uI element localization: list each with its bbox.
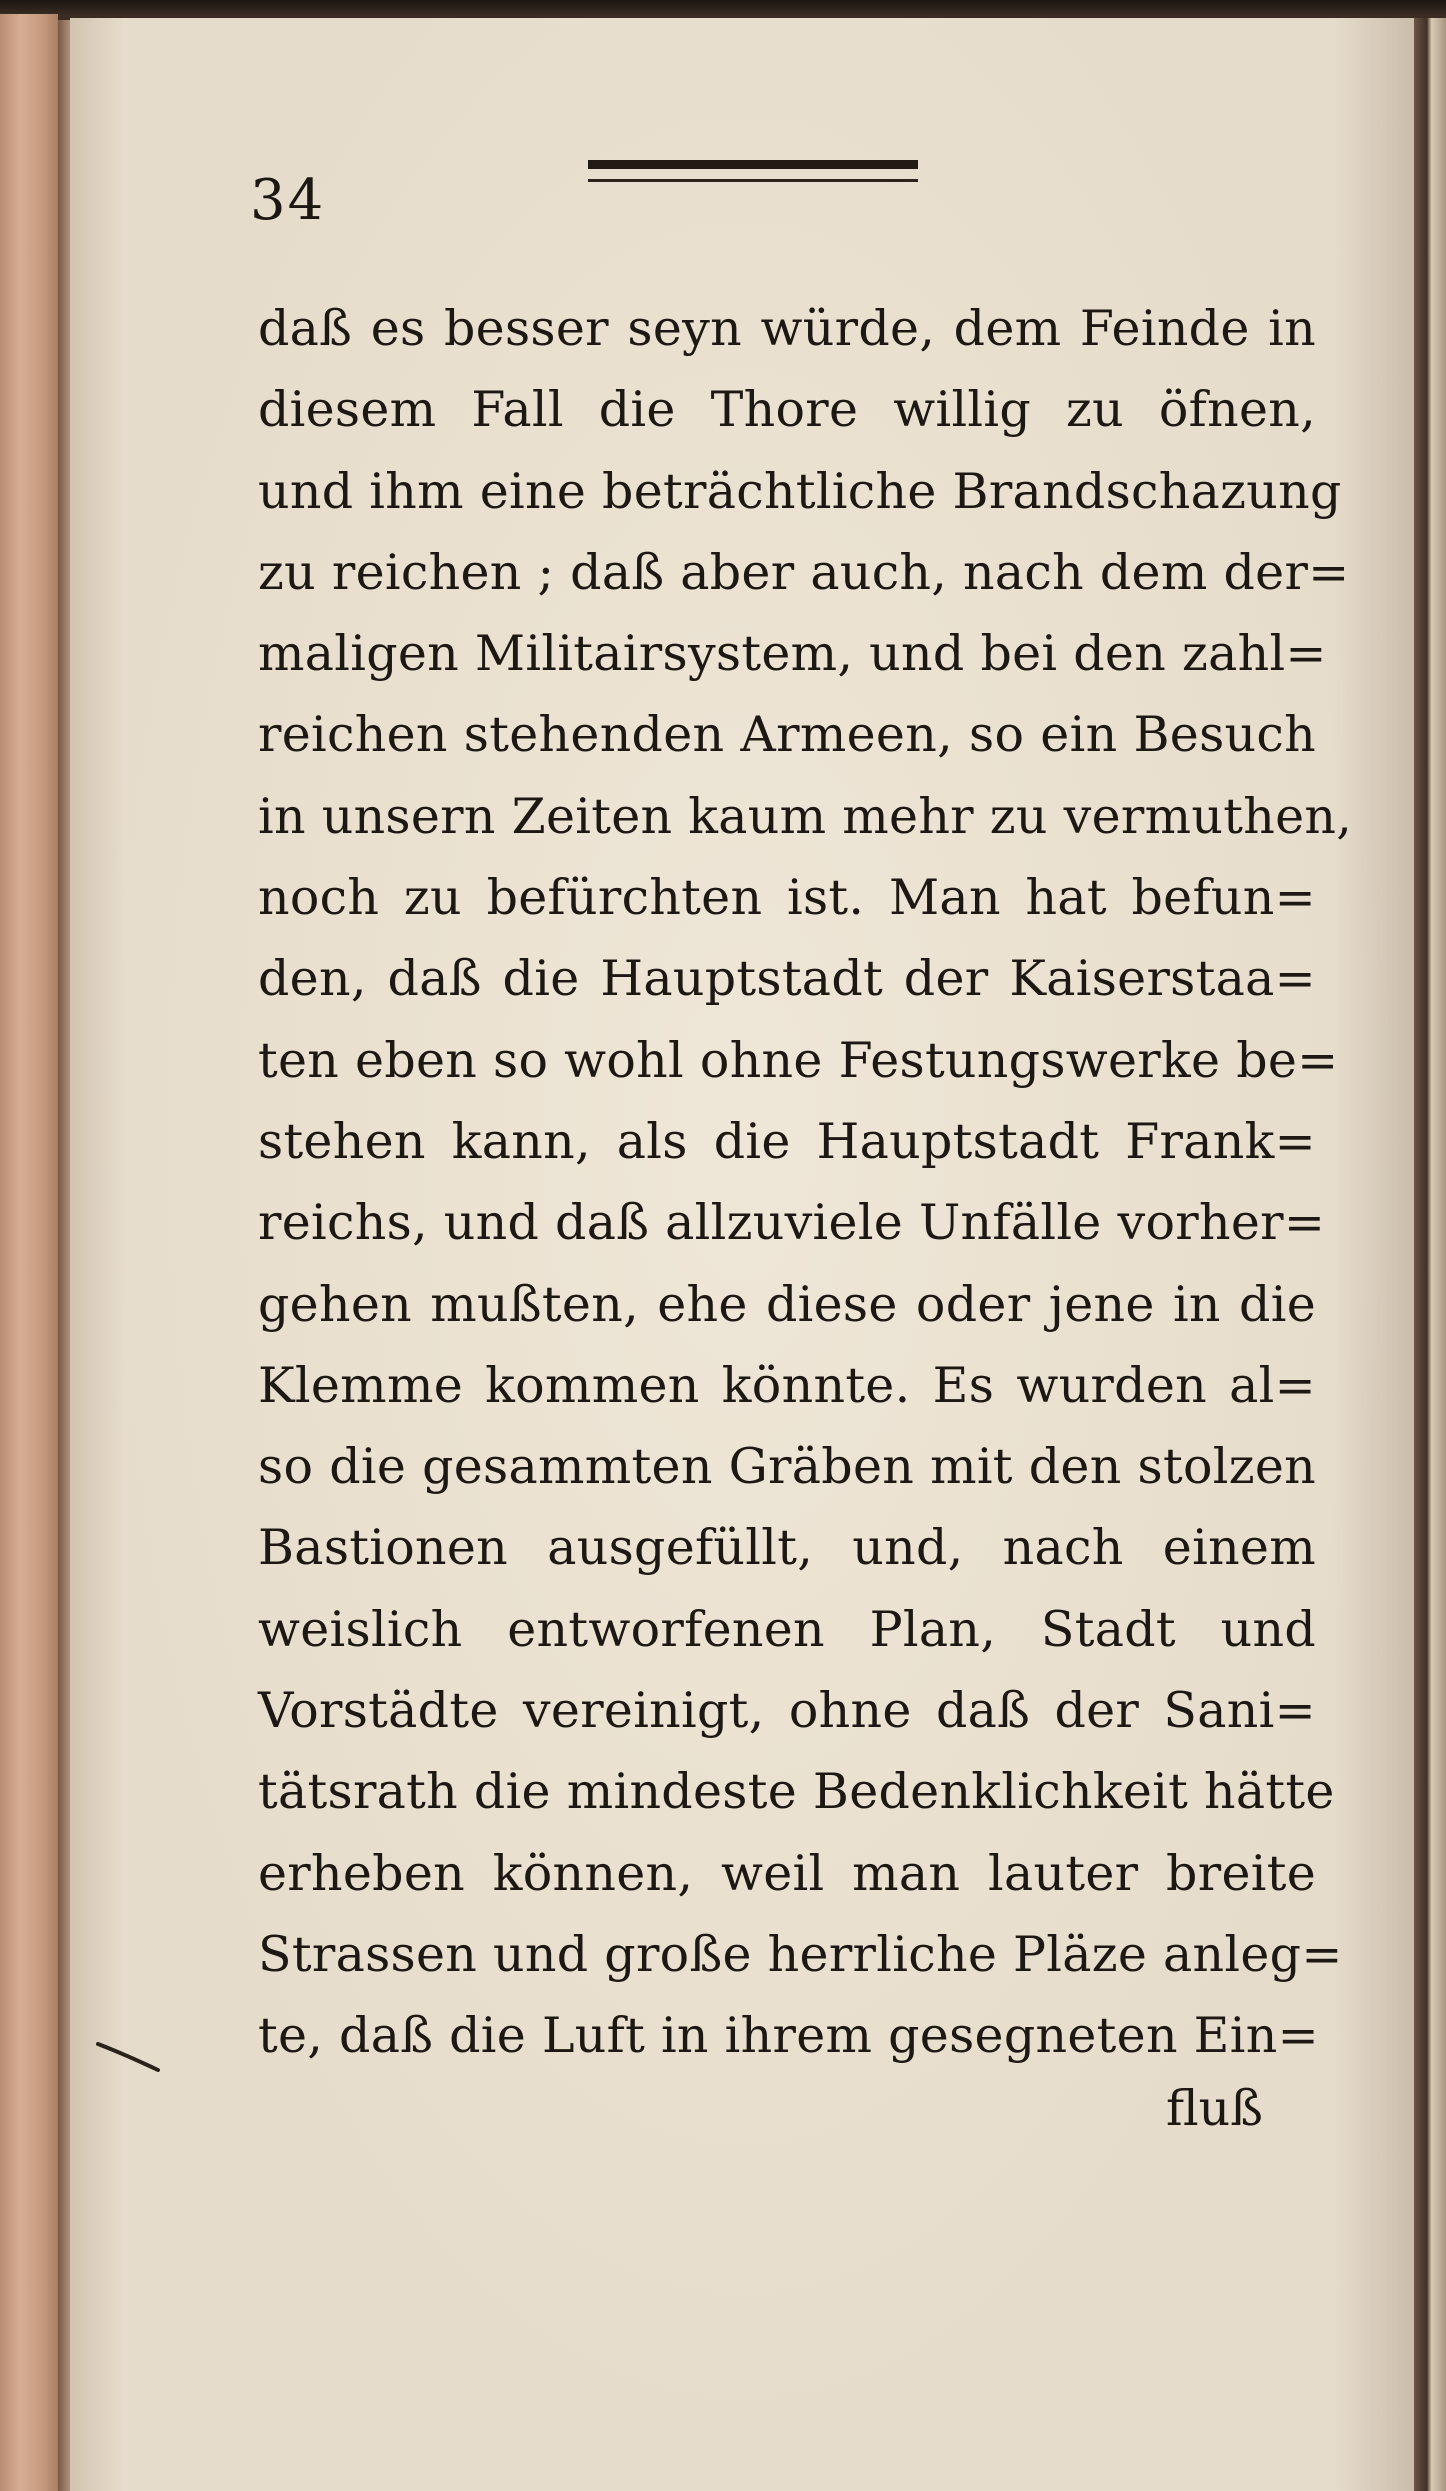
text-line: reichen stehenden Armeen, so ein Besuch [258,706,1316,764]
text-line: ten eben so wohl ohne Festungswerke be= [258,1031,1339,1089]
text-line: Klemme kommen könnte. Es wurden al= [258,1356,1316,1414]
text-line: in unsern Zeiten kaum mehr zu vermuthen, [258,787,1353,845]
text-line: Bastionen ausgefüllt, und, nach einem [258,1519,1316,1577]
top-edge-shadow [0,0,1446,16]
text-line: tätsrath die mindeste Bedenklichkeit hätte [258,1763,1335,1821]
body-text [258,288,1353,2077]
text-line: gehen mußten, ehe diese oder jene in die [258,1275,1316,1333]
catchword: fluß [1166,2080,1263,2137]
text-line: reichs, und daß allzuviele Unfälle vorher= [258,1194,1326,1252]
left-cover-edge [0,14,58,2491]
margin-pencil-mark [94,2036,164,2076]
text-line: und ihm eine beträchtliche Brandschazung [258,462,1342,520]
text-line: so die gesammten Gräben mit den stolzen [258,1438,1316,1496]
page-number: 34 [250,168,326,233]
header-rule [588,160,918,190]
text-line: diesem Fall die Thore willig zu öfnen, [258,381,1316,439]
text-line: erheben können, weil man lauter breite [258,1844,1316,1902]
text-line: stehen kann, als die Hauptstadt Frank= [258,1112,1316,1170]
text-line: maligen Militairsystem, und bei den zahl= [258,625,1327,683]
text-line: Strassen und große herrliche Pläze anleg= [258,1925,1343,1983]
text-line: noch zu befürchten ist. Man hat befun= [258,869,1316,927]
header-rule-thin [588,179,918,182]
text-line: den, daß die Hauptstadt der Kaiserstaa= [258,950,1316,1008]
text-line: weislich entworfenen Plan, Stadt und [258,1600,1316,1658]
header-rule-thick [588,160,918,169]
text-line: Vorstädte vereinigt, ohne daß der Sani= [258,1682,1316,1740]
text-line: zu reichen ; daß aber auch, nach dem der= [258,543,1350,601]
text-line: te, daß die Luft in ihrem gesegneten Ein= [258,2007,1319,2065]
text-line: daß es besser seyn würde, dem Feinde in [258,300,1316,357]
right-page-edge [1414,18,1446,2491]
